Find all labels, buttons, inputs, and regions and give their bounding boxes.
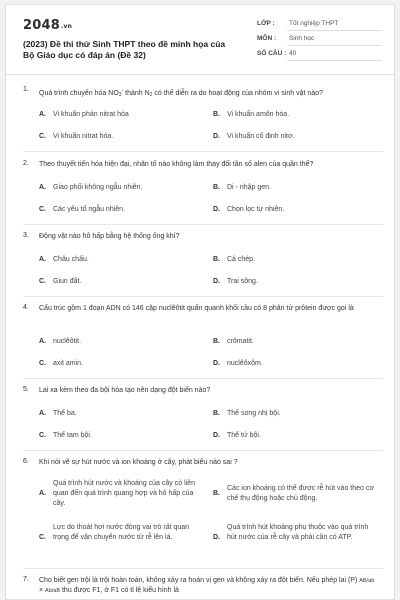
question-text: Theo thuyết tiến hóa hiện đại, nhân tố nào không làm thay đổi tần số alen của quần thể? (39, 161, 314, 168)
question-text: Quá trình chuyển hóa $NO_3^-$ thành $N_2$ có thể diễn ra do hoạt động của nhóm vi sinh vật nào? (39, 88, 323, 98)
exam-header (6, 5, 394, 75)
meta-subject-value: Sinh học (289, 35, 315, 42)
question-text: Khi nói về sự hút nước và ion khoáng ở cây, phát biểu nào sai ? (39, 459, 238, 466)
genotype-fraction: Ab/aB (45, 588, 61, 594)
genotype-fraction: AB/ab (359, 578, 375, 584)
meta-subject-label: MÔN : (257, 35, 277, 42)
question-text: Cho biết gen trội là trội hoàn toàn, không xảy ra hoán vị gen và không xảy ra đột biến. Nếu phép lai (P) AB/ab × Ab/aB thu được F1, ở F1 có tỉ lệ kiểu hình là (39, 577, 375, 594)
question-text: Lai xa kèm theo đa bội hóa tạo nên dạng đột biến nào? (39, 387, 211, 394)
meta-count-value: 40 (289, 50, 297, 57)
exam-title: (2023) Đề thi thử Sinh THPT theo đề minh họa của Bộ Giáo dục có đáp án (Đề 32) (23, 39, 226, 60)
meta-count-label: SỐ CÂU : (257, 50, 287, 57)
question-text: Cấu trúc gồm 1 đoạn ADN có 146 cặp nuclêôtit quấn quanh khối cầu có 8 phân tử prôtein được gọi là (39, 305, 354, 312)
question-text: Động vật nào hô hấp bằng hệ thống ống khí? (39, 233, 180, 240)
exam-page: 2048.vn (2023) Đề thi thử Sinh THPT theo đề minh họa của Bộ Giáo dục có đáp án (Đề 32) LỚP : Tốt nghiệp THPT MÔN : Sinh học SỐ CÂU : 40 1. Quá trình chuyển hóa $NO_3^-$ thành $N_2$ có thể diễn ra do hoạt động của nhóm vi sinh vật nào? A. Vi khuẩn phản nitrat hóa B. Vi khuẩn amôn hóa. C. Vi khuẩn nitrat hóa. D. Vi khuẩn cố định nitơ. 2. Theo thuyết tiến hóa hiện đại, nhân tố nào không làm thay đổi tần số alen của quần thể? A. Giao phối không ngẫu nhiên. B. Di - nhập gen. C. Các yếu tố ngẫu nhiên. D. Chọn lọc tự nhiên. 3. Động vật nào hô hấp bằng hệ thống ống khí? A. Châu chấu. B. Cá chép. C. Giun đất. D. Trai sông. 4. Cấu trúc gồm 1 đoạn ADN có 146 cặp nuclêôtit quấn quanh khối cầu có 8 phân tử prôtein được gọi là A. nuclêôtit. B. crômatit. C. axit amin. D. nuclêôxôm. 5. Lai xa kèm theo đa bội hóa tạo nên dạng đột biến nào? A. Thể ba. B. Thể song nhị bội. C. Thể tam bội. D. Thể tứ bội. 6. Khi nói về sự hút nước và ion khoáng ở cây, phát biểu nào sai ? A. Quá trình hút nước và khoáng của cây có liên quan đến quá trình quang hợp và hô hấp của cây. B. Các ion khoáng có thể được rễ hút vào theo cơ chế thụ động hoặc chủ động. C. Lực do thoát hơi nước đóng vai trò rất quan trọng để vận chuyển nước từ rễ lên lá. D. Quá trình hút khoáng phụ thuộc vào quá trình hút nước của rễ cây và phải cần có ATP. 7. Cho biết gen trội là trội hoàn toàn, không xảy ra hoán vị gen và không xảy ra đột biến. Nếu phép lai (P) AB/ab × Ab/aB thu được F1, ở F1 có tỉ lệ kiểu hình là (5, 4, 395, 600)
site-logo[interactable]: 2048.vn (23, 18, 73, 33)
meta-class-value: Tốt nghiệp THPT (289, 20, 339, 27)
meta-class-label: LỚP : (257, 20, 275, 27)
